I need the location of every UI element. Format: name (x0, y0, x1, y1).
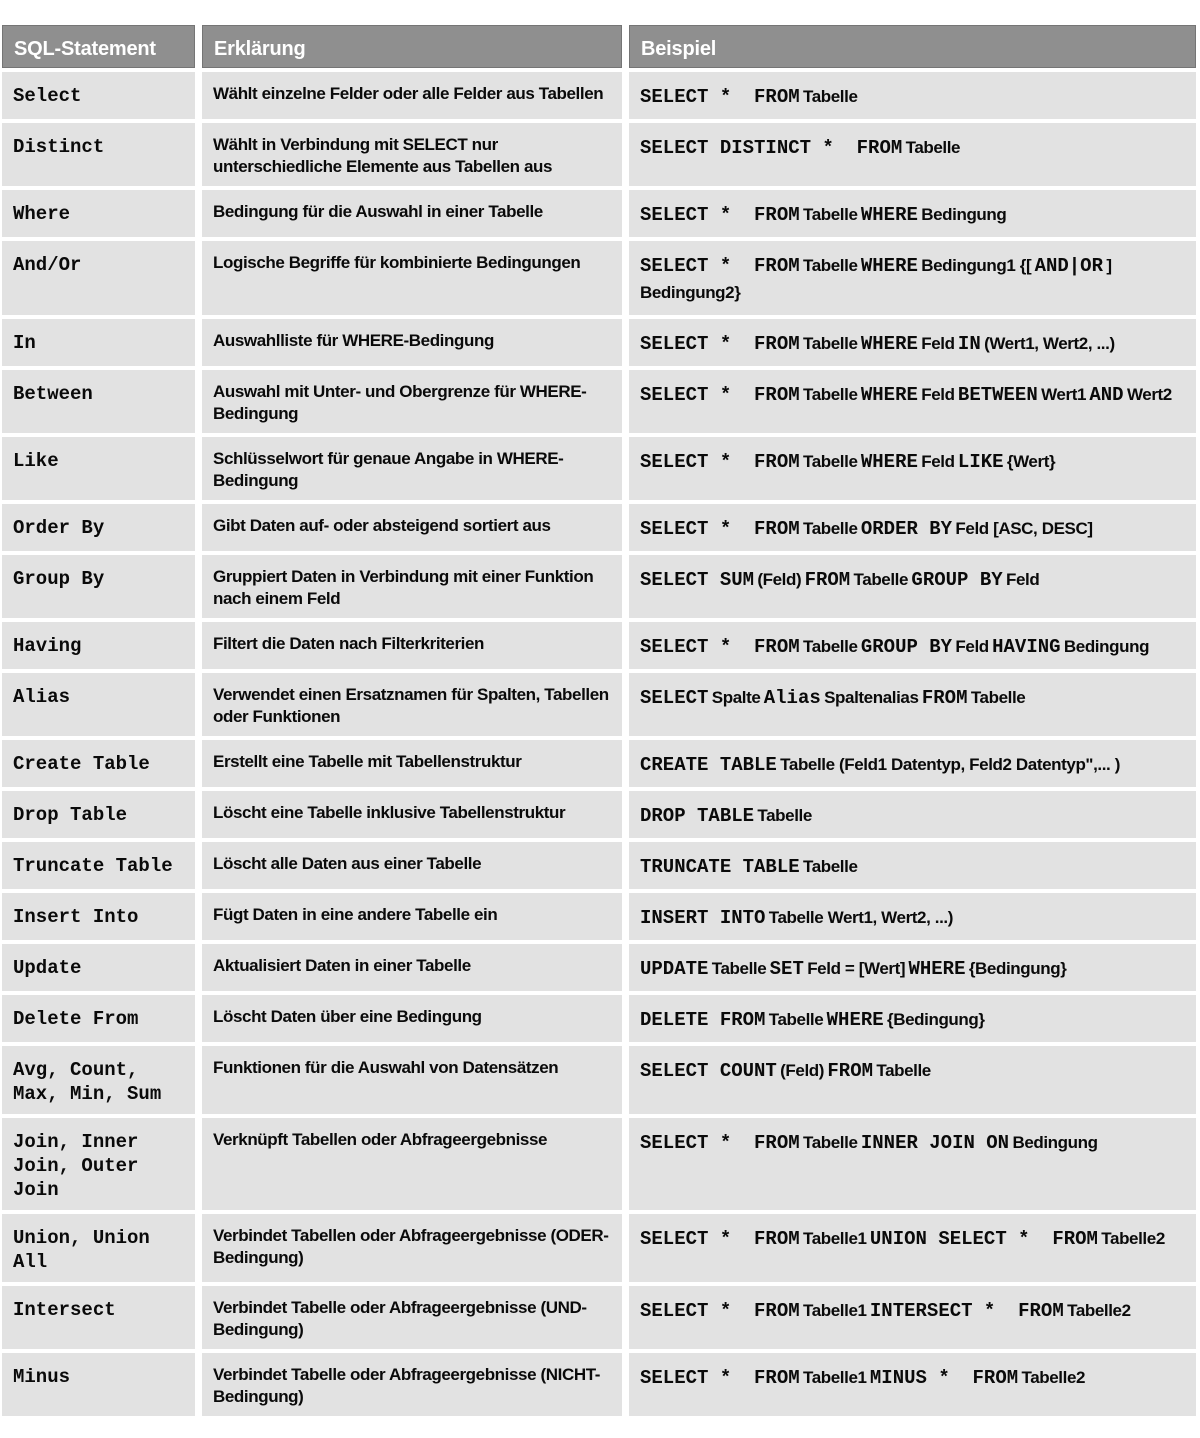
explanation-cell: Logische Begriffe für kombinierte Bedingungen (202, 241, 622, 315)
sql-plain-text: {Bedingung} (887, 1010, 985, 1029)
statement-cell: Minus (2, 1353, 195, 1416)
sql-plain-text: Tabelle (802, 256, 858, 275)
example-cell (629, 673, 1196, 736)
sql-plain-text: {Bedingung} (968, 959, 1067, 978)
sql-plain-text: Tabelle (853, 570, 909, 589)
sql-keyword: MINUS * FROM (869, 1367, 1019, 1389)
statement-cell: Where (2, 190, 195, 237)
statement-cell: Join, Inner Join, Outer Join (2, 1118, 195, 1210)
sql-plain-text: Tabelle (802, 857, 858, 876)
sql-keyword: SELECT (640, 687, 709, 709)
sql-keyword: WHERE (908, 958, 966, 980)
sql-plain-text: Feld [ASC, DESC] (955, 519, 1093, 538)
example-cell (629, 842, 1196, 889)
statement-cell: Select (2, 72, 195, 119)
sql-plain-text: Feld (955, 637, 989, 656)
example-cell (629, 944, 1196, 991)
sql-keyword: ORDER BY (860, 518, 953, 540)
explanation-cell: Bedingung für die Auswahl in einer Tabelle (202, 190, 622, 237)
sql-keyword: SELECT DISTINCT * FROM (640, 137, 903, 159)
explanation-cell: Fügt Daten in eine andere Tabelle ein (202, 893, 622, 940)
sql-keyword: SELECT * FROM (640, 451, 800, 473)
explanation-cell: Löscht eine Tabelle inklusive Tabellenstruktur (202, 791, 622, 838)
example-cell (629, 555, 1196, 618)
example-cell (629, 740, 1196, 787)
statement-cell: Between (2, 370, 195, 433)
sql-plain-text: Feld = [Wert] (807, 959, 906, 978)
explanation-cell: Wählt einzelne Felder oder alle Felder aus Tabellen (202, 72, 622, 119)
sql-plain-text: Feld (921, 452, 955, 471)
sql-keyword: DELETE FROM (640, 1009, 766, 1031)
statement-cell: Like (2, 437, 195, 500)
sql-keyword: IN (957, 333, 981, 355)
explanation-cell: Verwendet einen Ersatznamen für Spalten, Tabellen oder Funktionen (202, 673, 622, 736)
explanation-cell: Verbindet Tabelle oder Abfrageergebnisse (NICHT-Bedingung) (202, 1353, 622, 1416)
sql-plain-text: Tabelle (802, 452, 858, 471)
sql-keyword: UPDATE (640, 958, 709, 980)
sql-keyword: SELECT * FROM (640, 255, 800, 277)
example-cell (629, 893, 1196, 940)
sql-keyword: WHERE (826, 1009, 884, 1031)
sql-plain-text: Tabelle (905, 138, 961, 157)
sql-keyword: SELECT * FROM (640, 636, 800, 658)
sql-plain-text: Tabelle2 (1021, 1368, 1086, 1387)
sql-keyword: FROM (921, 687, 968, 709)
sql-keyword: SELECT * FROM (640, 518, 800, 540)
sql-keyword: SELECT * FROM (640, 1132, 800, 1154)
sql-keyword: TRUNCATE TABLE (640, 856, 800, 878)
explanation-cell: Löscht alle Daten aus einer Tabelle (202, 842, 622, 889)
explanation-cell: Verbindet Tabelle oder Abfrageergebnisse (UND-Bedingung) (202, 1286, 622, 1349)
sql-plain-text: (Feld) (757, 570, 802, 589)
sql-keyword: SET (769, 958, 804, 980)
example-cell (629, 1214, 1196, 1282)
sql-keyword: SELECT * FROM (640, 1228, 800, 1250)
example-cell (629, 241, 1196, 315)
sql-keyword: SELECT SUM (640, 569, 755, 591)
explanation-cell: Löscht Daten über eine Bedingung (202, 995, 622, 1042)
example-cell (629, 319, 1196, 366)
sql-keyword: INSERT INTO (640, 907, 766, 929)
statement-cell: Alias (2, 673, 195, 736)
sql-keyword: SELECT * FROM (640, 204, 800, 226)
example-cell (629, 370, 1196, 433)
sql-keyword: LIKE (957, 451, 1004, 473)
explanation-cell: Gruppiert Daten in Verbindung mit einer Funktion nach einem Feld (202, 555, 622, 618)
sql-plain-text: {Wert} (1006, 452, 1056, 471)
sql-plain-text: Tabelle (802, 334, 858, 353)
explanation-cell: Funktionen für die Auswahl von Datensätzen (202, 1046, 622, 1114)
sql-keyword: AND|OR (1034, 255, 1103, 277)
statement-cell: Insert Into (2, 893, 195, 940)
sql-plain-text: Tabelle (802, 519, 858, 538)
sql-plain-text: Tabelle (802, 87, 858, 106)
statement-cell: Group By (2, 555, 195, 618)
sql-keyword: SELECT COUNT (640, 1060, 777, 1082)
sql-keyword: INNER JOIN ON (860, 1132, 1010, 1154)
sql-keyword: GROUP BY (911, 569, 1003, 591)
statement-cell: Drop Table (2, 791, 195, 838)
sql-plain-text: Tabelle1 (802, 1301, 867, 1320)
sql-plain-text: Feld (1005, 570, 1040, 589)
sql-plain-text: (Feld) (780, 1061, 825, 1080)
explanation-cell: Gibt Daten auf- oder absteigend sortiert aus (202, 504, 622, 551)
sql-keyword: SELECT * FROM (640, 1367, 800, 1389)
sql-plain-text: Tabelle1 (802, 1368, 867, 1387)
statement-cell: Intersect (2, 1286, 195, 1349)
statement-cell: Union, Union All (2, 1214, 195, 1282)
sql-plain-text: Tabelle (802, 385, 858, 404)
explanation-cell: Auswahlliste für WHERE-Bedingung (202, 319, 622, 366)
example-cell (629, 1046, 1196, 1114)
statement-cell: Update (2, 944, 195, 991)
sql-plain-text: Tabelle1 (802, 1229, 867, 1248)
sql-keyword: DROP TABLE (640, 805, 755, 827)
example-cell (629, 437, 1196, 500)
sql-plain-text: Spaltenalias (824, 688, 919, 707)
sql-keyword: HAVING (992, 636, 1061, 658)
explanation-cell: Wählt in Verbindung mit SELECT nur unterschiedliche Elemente aus Tabellen aus (202, 123, 622, 186)
sql-keyword: SELECT * FROM (640, 333, 800, 355)
statement-cell: In (2, 319, 195, 366)
sql-keyword: BETWEEN (957, 384, 1038, 406)
sql-plain-text: Tabelle (802, 637, 858, 656)
example-cell (629, 622, 1196, 669)
sql-keyword: CREATE TABLE (640, 754, 777, 776)
sql-keyword: WHERE (860, 255, 918, 277)
sql-plain-text: Bedingung (1063, 637, 1150, 656)
sql-keyword: GROUP BY (860, 636, 953, 658)
example-cell (629, 72, 1196, 119)
example-cell (629, 791, 1196, 838)
sql-plain-text: Wert1 (1041, 385, 1087, 404)
explanation-cell: Filtert die Daten nach Filterkriterien (202, 622, 622, 669)
sql-plain-text: Bedingung1 {[ (921, 256, 1032, 275)
sql-keyword: SELECT * FROM (640, 86, 800, 108)
sql-plain-text: Tabelle Wert1, Wert2, ...) (768, 908, 953, 927)
sql-plain-text: Tabelle (876, 1061, 931, 1080)
sql-plain-text: Feld (921, 385, 955, 404)
sql-plain-text: Bedingung (1012, 1133, 1098, 1152)
statement-cell: Having (2, 622, 195, 669)
sql-keyword: WHERE (860, 204, 918, 226)
sql-keyword: INTERSECT * FROM (869, 1300, 1064, 1322)
sql-keyword: WHERE (860, 451, 918, 473)
sql-plain-text: Tabelle (802, 1133, 858, 1152)
sql-keyword: AND (1089, 384, 1124, 406)
statement-cell: Create Table (2, 740, 195, 787)
statement-cell: And/Or (2, 241, 195, 315)
example-cell (629, 123, 1196, 186)
sql-keyword: WHERE (860, 333, 918, 355)
example-cell (629, 504, 1196, 551)
example-cell (629, 1118, 1196, 1210)
example-cell (629, 995, 1196, 1042)
header-erklaerung: Erklärung (202, 25, 622, 68)
explanation-cell: Verknüpft Tabellen oder Abfrageergebnisse (202, 1118, 622, 1210)
explanation-cell: Aktualisiert Daten in einer Tabelle (202, 944, 622, 991)
example-cell (629, 1286, 1196, 1349)
statement-cell: Avg, Count, Max, Min, Sum (2, 1046, 195, 1114)
sql-plain-text: Tabelle2 (1067, 1301, 1131, 1320)
sql-keyword: WHERE (860, 384, 918, 406)
sql-keyword: SELECT * FROM (640, 384, 800, 406)
sql-plain-text: Feld (921, 334, 955, 353)
statement-cell: Distinct (2, 123, 195, 186)
example-cell (629, 1353, 1196, 1416)
sql-reference-table (2, 25, 1196, 1416)
explanation-cell: Auswahl mit Unter- und Obergrenze für WHERE-Bedingung (202, 370, 622, 433)
explanation-cell: Schlüsselwort für genaue Angabe in WHERE-Bedingung (202, 437, 622, 500)
sql-keyword: FROM (804, 569, 851, 591)
sql-plain-text: ] Bedingung2} (640, 256, 1112, 302)
header-beispiel: Beispiel (629, 25, 1196, 68)
sql-plain-text: Tabelle (Feld1 Datentyp, Feld2 Datentyp",... ) (780, 755, 1120, 774)
sql-keyword: FROM (827, 1060, 873, 1082)
sql-plain-text: Bedingung (921, 205, 1007, 224)
sql-plain-text: Spalte (711, 688, 761, 707)
explanation-cell: Verbindet Tabellen oder Abfrageergebnisse (ODER-Bedingung) (202, 1214, 622, 1282)
statement-cell: Order By (2, 504, 195, 551)
sql-keyword: UNION SELECT * FROM (869, 1228, 1098, 1250)
sql-keyword: SELECT * FROM (640, 1300, 800, 1322)
header-sql-statement: SQL-Statement (2, 25, 195, 68)
example-cell (629, 190, 1196, 237)
statement-cell: Delete From (2, 995, 195, 1042)
explanation-cell: Erstellt eine Tabelle mit Tabellenstruktur (202, 740, 622, 787)
sql-plain-text: Tabelle (970, 688, 1026, 707)
sql-plain-text: Wert2 (1126, 385, 1172, 404)
sql-keyword: Alias (763, 687, 821, 709)
sql-plain-text: Tabelle (711, 959, 767, 978)
statement-cell: Truncate Table (2, 842, 195, 889)
sql-plain-text: Tabelle2 (1101, 1229, 1165, 1248)
sql-plain-text: Tabelle (757, 806, 812, 825)
sql-plain-text: (Wert1, Wert2, ...) (984, 334, 1115, 353)
sql-plain-text: Tabelle (768, 1010, 824, 1029)
sql-plain-text: Tabelle (802, 205, 858, 224)
